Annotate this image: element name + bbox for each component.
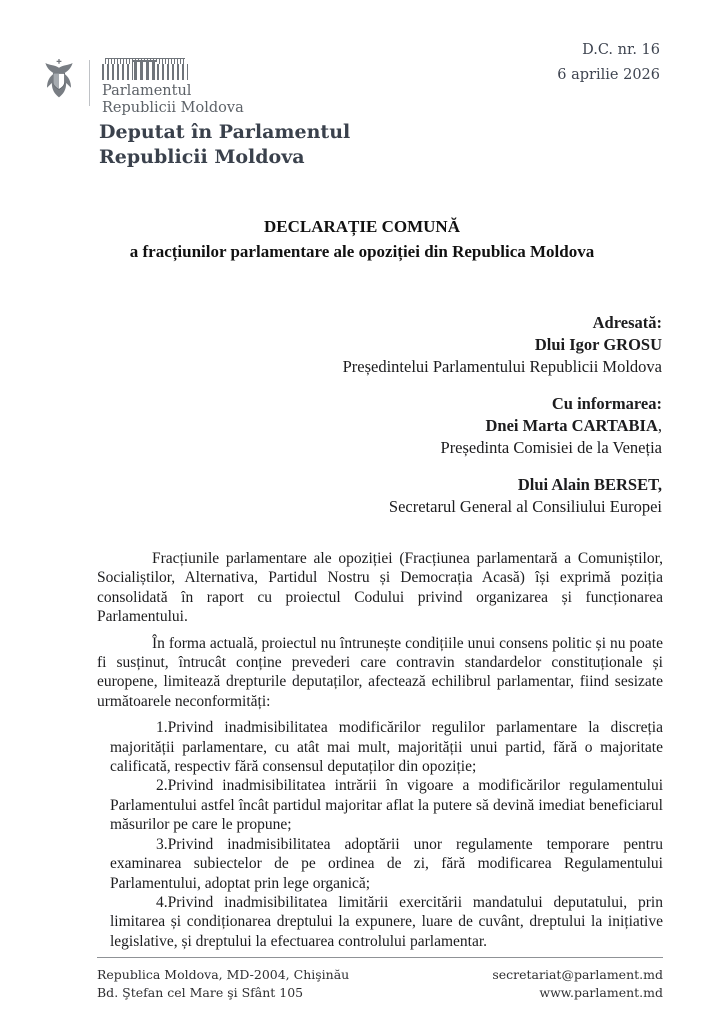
- doc-date: 6 aprilie 2026: [557, 67, 660, 83]
- recipient-block: [182, 312, 662, 378]
- parliament-letterhead-logo: [43, 58, 244, 116]
- footer: [97, 966, 663, 1002]
- recipient-block: Cu informarea: Dnei Marta CARTABIA, Președinta Comisiei de la Veneția: [182, 393, 662, 459]
- recipient-label: Adresată:: [592, 313, 662, 332]
- recipient-name: Dlui Alain BERSET,: [517, 475, 662, 494]
- footer-contacts: [492, 966, 663, 1002]
- recipient-role: Președinta Comisiei de la Veneția: [440, 438, 662, 457]
- org-name-line1: Parlamentul: [102, 83, 192, 99]
- logo-divider: [89, 60, 90, 106]
- footer-address-line1: Republica Moldova, MD-2004, Chişinău: [97, 967, 350, 982]
- letterhead-title: [99, 120, 350, 170]
- list-item: 2.Privind inadmisibilitatea intrării în vigoare a modificărilor regulamentului Parlamentului astfel încât partidul majoritar aflat la putere să devină imediat beneficiarul măsurilor pe care le propune;: [110, 777, 663, 834]
- letterhead-title-line2: Republicii Moldova: [99, 146, 305, 168]
- body-paragraph: În forma actuală, proiectul nu întrunește condițiile unui consens politic și nu poate fi susținut, întrucât conține prevederi care contravin standardelor constituționale și europene, limitează drepturile deputaților, afectează echilibrul parlamentar, fiind sesizate următoarele neconformități:: [97, 634, 663, 710]
- footer-divider: [97, 957, 663, 958]
- parliament-building-icon: [102, 58, 188, 80]
- body-paragraph: Fracțiunile parlamentare ale opoziției (Fracțiunea parlamentară a Comuniștilor, Socialiștilor, Alternativa, Partidul Nostru și Democrația Acasă) își exprimă poziția consolidată în raport cu proiectul Codului privind organizarea și funcționarea Parlamentului.: [97, 550, 663, 626]
- letterhead-title-line1: Deputat în Parlamentul: [99, 121, 351, 143]
- recipients-block: [182, 312, 662, 533]
- footer-address: [97, 966, 349, 1002]
- recipient-role: Secretarul General al Consiliului Europei: [388, 497, 662, 516]
- footer-address-line2: Bd. Ştefan cel Mare şi Sfânt 105: [97, 985, 304, 1000]
- recipient-label: Cu informarea:: [551, 394, 662, 413]
- footer-email: secretariat@parlament.md: [492, 967, 663, 982]
- document-title-line1: DECLARAȚIE COMUNĂ: [264, 217, 460, 236]
- list-item: 4.Privind inadmisibilitatea limitării exercitării mandatului deputatului, prin limitarea și condiționarea dreptului la expunere, luare de cuvânt, dreptului la inițiative legislative, și dreptului la efectuarea controlului parlamentar.: [110, 893, 663, 950]
- org-name-line2: Republicii Moldova: [102, 99, 244, 116]
- recipient-name: Dnei Marta CARTABIA: [485, 416, 658, 435]
- recipient-block: [182, 474, 662, 518]
- list-item: 1.Privind inadmisibilitatea modificărilor regulilor parlamentare la discreția majorității parlamentare, cu atât mai mult, majorității unui partid, fără o majoritate calificată, respectiv fără consensul deputaților din opoziție;: [110, 719, 663, 776]
- list-item: 3.Privind inadmisibilitatea adoptării unor regulamente temporare pentru examinarea subiectelor de pe ordinea de zi, fără modificarea Regulamentului Parlamentului, adoptat prin lege organică;: [110, 835, 663, 892]
- document-title: [60, 214, 664, 264]
- recipient-name: Dlui Igor GROSU: [534, 335, 662, 354]
- document-body: [97, 549, 663, 951]
- document-title-line2: a fracțiunilor parlamentare ale opoziției din Republica Moldova: [129, 242, 595, 261]
- doc-number: D.C. nr. 16: [582, 42, 660, 58]
- footer-website: www.parlament.md: [539, 985, 663, 1000]
- moldova-coat-of-arms-icon: [43, 58, 75, 100]
- recipient-role: Președintelui Parlamentului Republicii Moldova: [342, 357, 662, 376]
